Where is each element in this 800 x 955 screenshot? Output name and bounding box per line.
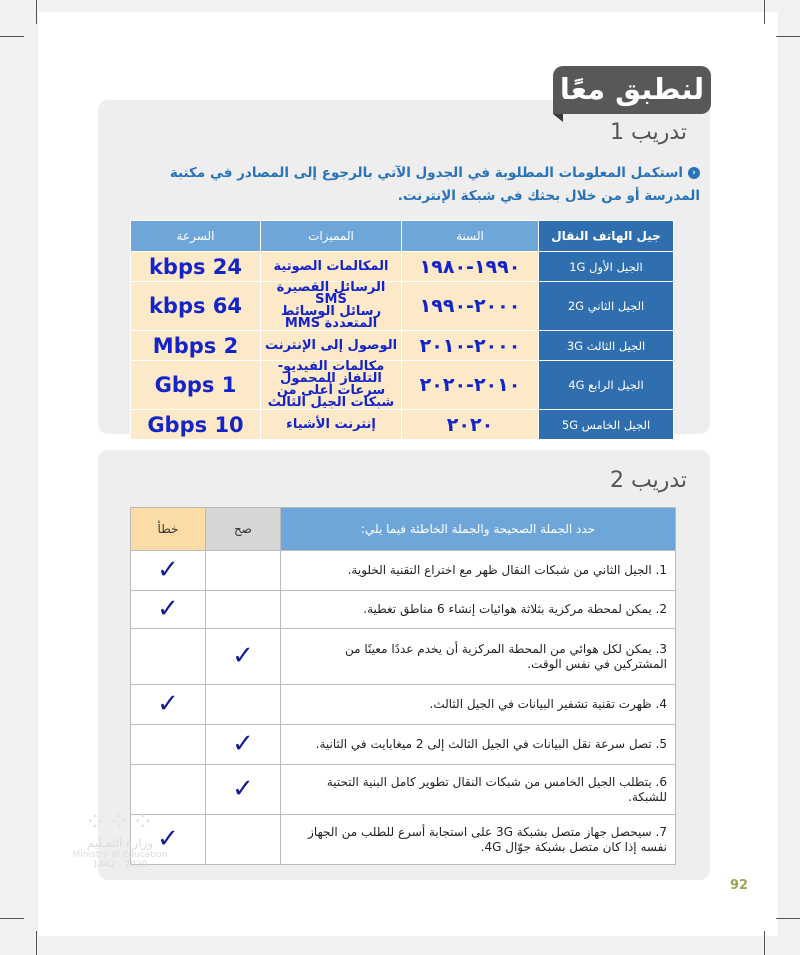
table-row <box>131 361 674 410</box>
true-cell <box>206 815 281 865</box>
speed-cell <box>131 361 261 410</box>
checkmark-icon: ✓ <box>157 593 179 624</box>
true-cell <box>206 685 281 725</box>
generation-cell: الجيل الثاني 2G <box>539 282 674 331</box>
watermark-line3: 2020 - 1442 <box>92 860 148 870</box>
checkmark-icon: ✓ <box>157 554 179 585</box>
statement-cell: 2. يمكن لمحطة مركزية بثلاثة هوائيات إنشاء 6 مناطق تغطية. <box>281 591 676 629</box>
instruction-text: استكمل المعلومات المطلوبة في الجدول الآتي بالرجوع إلى المصادر في مكتبة المدرسة أو من خلال بحثك في شبكة الإنترنت. <box>169 165 700 204</box>
table-row <box>131 685 676 725</box>
generations-table <box>130 220 674 440</box>
handwritten-feature: رسائل الوسائط المتعددة MMS <box>280 304 382 331</box>
table-row <box>131 815 676 865</box>
handwritten-feature: الرسائل القصيرة SMS <box>276 280 386 307</box>
header-true: صح <box>206 508 281 551</box>
speed-cell <box>131 282 261 331</box>
true-cell <box>206 629 281 685</box>
handwritten-year: ٢٠١٠-٢٠٢٠ <box>419 374 521 396</box>
checkmark-icon: ✓ <box>232 773 254 804</box>
header-generation: جيل الهاتف النقال <box>539 221 674 252</box>
crop-mark <box>764 931 765 955</box>
features-cell <box>261 361 402 410</box>
features-cell <box>261 331 402 361</box>
crop-mark <box>764 0 765 24</box>
header-false: خطأ <box>131 508 206 551</box>
speed-cell <box>131 410 261 440</box>
table-row <box>131 765 676 815</box>
checkmark-icon: ✓ <box>157 823 179 854</box>
false-cell <box>131 685 206 725</box>
true-cell <box>206 765 281 815</box>
handwritten-speed: 2 Mbps <box>152 333 239 358</box>
true-cell <box>206 551 281 591</box>
features-cell <box>261 282 402 331</box>
statement-cell: 5. تصل سرعة نقل البيانات في الجيل الثالث إلى 2 ميغابايت في الثانية. <box>281 725 676 765</box>
generation-cell: الجيل الرابع 4G <box>539 361 674 410</box>
false-cell <box>131 551 206 591</box>
speed-cell <box>131 331 261 361</box>
handwritten-feature: مكالمات الفيديو- التلفاز المحمول <box>277 359 385 386</box>
generation-cell: الجيل الخامس 5G <box>539 410 674 440</box>
true-cell <box>206 725 281 765</box>
statement-cell: 6. يتطلب الجيل الخامس من شبكات النقال تطوير كامل البنية التحتية للشبكة. <box>281 765 676 815</box>
crop-mark <box>36 931 37 955</box>
handwritten-year: ١٩٩٠-١٩٨٠ <box>419 255 521 278</box>
year-cell <box>402 252 539 282</box>
exercise2-title: تدريب 2 <box>610 468 688 493</box>
logo-dots-icon: ⁘⁘⁘ <box>84 807 156 837</box>
watermark-line2: Ministry of Education <box>72 850 168 860</box>
table-row <box>131 551 676 591</box>
table-row <box>131 591 676 629</box>
crop-mark <box>0 36 24 37</box>
exercise1-title: تدريب 1 <box>610 120 688 145</box>
year-cell <box>402 282 539 331</box>
exercise1-instruction <box>128 162 700 208</box>
handwritten-speed: 24 kbps <box>148 254 243 279</box>
year-cell <box>402 361 539 410</box>
true-false-table <box>130 507 676 865</box>
handwritten-feature: المكالمات الصوتية <box>273 258 389 274</box>
handwritten-year: ٢٠٠٠-١٩٩٠ <box>419 295 521 317</box>
handwritten-feature: إنترنت الأشياء <box>286 416 376 432</box>
false-cell <box>131 725 206 765</box>
handwritten-year: ٢٠٢٠ <box>446 413 494 436</box>
table-row <box>131 629 676 685</box>
table-row <box>131 331 674 361</box>
table-row <box>131 282 674 331</box>
true-cell <box>206 591 281 629</box>
statement-cell: 1. الجيل الثاني من شبكات النقال ظهر مع اختراع التقنية الخلوية. <box>281 551 676 591</box>
year-cell <box>402 410 539 440</box>
handwritten-speed: 10 Gbps <box>147 412 244 437</box>
handwritten-speed: 64 kbps <box>148 294 243 318</box>
features-cell <box>261 252 402 282</box>
header-year: السنة <box>402 221 539 252</box>
header-question: حدد الجملة الصحيحة والجملة الخاطئة فيما يلي: <box>281 508 676 551</box>
section-banner: لنطبق معًا <box>553 66 711 114</box>
crop-mark <box>776 918 800 919</box>
ministry-watermark <box>40 808 200 870</box>
watermark-line1: وزارة التعـليم <box>86 836 154 850</box>
handwritten-year: ٢٠٠٠-٢٠١٠ <box>419 334 521 357</box>
false-cell <box>131 629 206 685</box>
checkmark-icon: ✓ <box>232 728 254 759</box>
checkmark-icon: ✓ <box>157 688 179 719</box>
handwritten-feature: الوصول إلى الإنترنت <box>264 337 398 353</box>
crop-mark <box>0 918 24 919</box>
table-row <box>131 410 674 440</box>
page-number: 92 <box>730 878 749 893</box>
table-row <box>131 725 676 765</box>
table-header-row <box>131 508 676 551</box>
crop-mark <box>776 36 800 37</box>
header-features: المميزات <box>261 221 402 252</box>
false-cell <box>131 591 206 629</box>
table-row <box>131 252 674 282</box>
checkmark-icon: ✓ <box>232 640 254 671</box>
handwritten-speed: 1 Gbps <box>154 373 237 397</box>
year-cell <box>402 331 539 361</box>
table-header-row <box>131 221 674 252</box>
speed-cell <box>131 252 261 282</box>
statement-cell: 3. يمكن لكل هوائي من المحطة المركزية أن يخدم عددًا معينًا من المشتركين في نفس الوقت. <box>281 629 676 685</box>
handwritten-feature: سرعات أعلى من شبكات الجيل الثالث <box>267 383 395 410</box>
crop-mark <box>36 0 37 24</box>
chevron-left-icon: ‹ <box>688 167 700 179</box>
generation-cell: الجيل الأول 1G <box>539 252 674 282</box>
features-cell <box>261 410 402 440</box>
header-speed: السرعة <box>131 221 261 252</box>
generation-cell: الجيل الثالث 3G <box>539 331 674 361</box>
statement-cell: 4. ظهرت تقنية تشفير البيانات في الجيل الثالث. <box>281 685 676 725</box>
statement-cell: 7. سيحصل جهاز متصل بشبكة 3G على استجابة أسرع للطلب من الجهاز نفسه إذا كان متصل بشبكة جوّال 4G. <box>281 815 676 865</box>
